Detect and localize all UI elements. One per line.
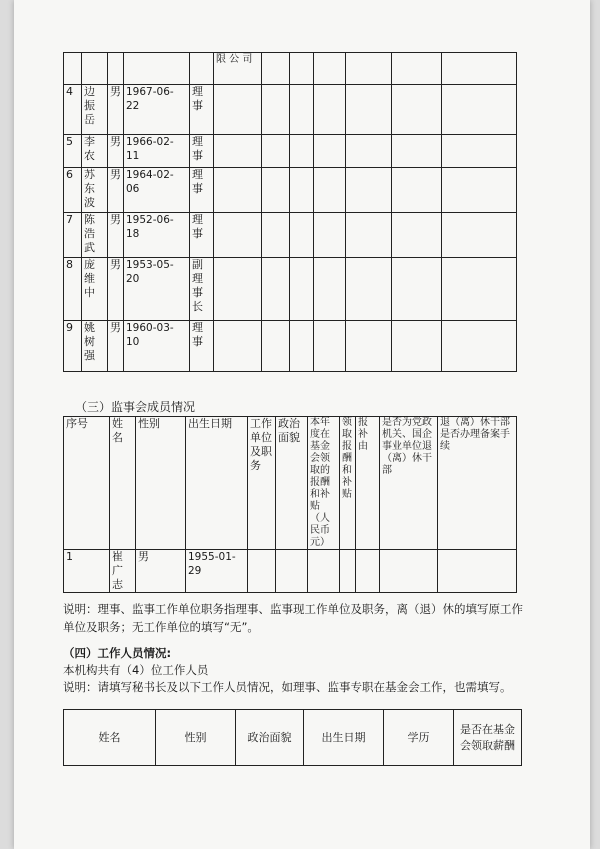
board-member-row	[64, 168, 517, 213]
board-empty-cell	[346, 258, 392, 321]
sup-header-retired: 是否为党政机关、国企事业单位退（离）休干部	[380, 417, 438, 550]
sup-header-name: 姓名	[110, 417, 136, 550]
sup-cell	[248, 550, 276, 593]
sup-cell	[380, 550, 438, 593]
board-empty-cell	[290, 168, 314, 213]
staff-header-salary: 是否在基金会领取薪酬	[454, 710, 522, 766]
staff-header-dob: 出生日期	[304, 710, 384, 766]
sup-cell	[438, 550, 517, 593]
board-member-row	[64, 135, 517, 168]
sup-header-pay-source: 报补由	[356, 417, 380, 550]
member-name-text: 苏东波	[84, 168, 95, 209]
board-empty-cell	[346, 213, 392, 258]
member-role-text: 副理事长	[192, 258, 203, 313]
board-empty-cell	[442, 53, 517, 85]
sup-cell	[356, 550, 380, 593]
board-empty-cell	[392, 168, 442, 213]
sup-header-politics: 政治面貌	[276, 417, 308, 550]
member-name	[82, 321, 108, 372]
board-empty-cell	[392, 85, 442, 135]
member-name	[82, 135, 108, 168]
member-role	[190, 135, 214, 168]
member-name-text: 边振岳	[84, 85, 95, 126]
board-empty-cell	[262, 53, 290, 85]
supervisors-section-title: （三）监事会成员情况	[75, 400, 196, 414]
member-name	[82, 213, 108, 258]
row-no: 5	[64, 135, 82, 168]
member-dob: 1966-02-11	[124, 135, 190, 168]
member-role-text: 理事	[192, 321, 203, 348]
board-empty-cell	[262, 168, 290, 213]
board-empty-cell	[290, 135, 314, 168]
board-empty-cell	[392, 321, 442, 372]
row-no: 4	[64, 85, 82, 135]
board-empty-cell	[262, 213, 290, 258]
staff-header-politics: 政治面貌	[236, 710, 304, 766]
board-empty-cell	[392, 135, 442, 168]
member-dob: 1953-05-20	[124, 258, 190, 321]
member-name-text: 姚树强	[84, 321, 95, 362]
staff-note: 说明：请填写秘书长及以下工作人员情况，如理事、监事专职在基金会工作，也需填写。	[63, 680, 512, 694]
sup-header-pay-method: 领取报酬和补贴	[340, 417, 356, 550]
board-member-row	[64, 258, 517, 321]
member-role	[190, 213, 214, 258]
board-empty-cell	[314, 53, 346, 85]
sup-sex: 男	[136, 550, 186, 593]
board-empty-cell	[290, 258, 314, 321]
member-dob: 1967-06-22	[124, 85, 190, 135]
board-empty-cell	[314, 135, 346, 168]
board-empty-cell	[442, 85, 517, 135]
board-empty-cell	[346, 85, 392, 135]
staff-count-line: 本机构共有（4）位工作人员	[63, 663, 209, 677]
board-empty-cell	[314, 321, 346, 372]
sup-header-filing: 退（离）休干部是否办理备案手续	[438, 417, 517, 550]
board-empty-cell	[392, 213, 442, 258]
sup-header-dob: 出生日期	[186, 417, 248, 550]
board-members-table	[63, 52, 517, 372]
board-empty-cell	[262, 135, 290, 168]
member-name-text: 庞维中	[84, 258, 95, 299]
member-dob: 1952-06-18	[124, 213, 190, 258]
member-role-text: 理事	[192, 168, 203, 195]
member-name-text: 李农	[84, 135, 95, 162]
staff-header-education: 学历	[384, 710, 454, 766]
member-unit: 限 公 司	[214, 53, 262, 85]
sup-no: 1	[64, 550, 110, 593]
supervisors-table	[63, 416, 517, 593]
sup-header-pay: 本年度在基金会领取的报酬和补贴（人民币元）	[308, 417, 340, 550]
board-empty-cell	[346, 53, 392, 85]
member-sex: 男	[108, 135, 124, 168]
board-member-row	[64, 53, 517, 85]
board-empty-cell	[442, 258, 517, 321]
member-role-text: 理事	[192, 213, 203, 240]
member-name	[82, 53, 108, 85]
row-no: 9	[64, 321, 82, 372]
staff-section-title: （四）工作人员情况:	[63, 646, 172, 660]
board-member-row	[64, 85, 517, 135]
sup-cell	[276, 550, 308, 593]
board-empty-cell	[346, 135, 392, 168]
board-empty-cell	[392, 53, 442, 85]
row-no	[64, 53, 82, 85]
staff-header-sex: 性别	[156, 710, 236, 766]
staff-header-row	[64, 710, 522, 766]
board-member-row	[64, 213, 517, 258]
member-sex: 男	[108, 85, 124, 135]
member-unit	[214, 321, 262, 372]
member-unit	[214, 213, 262, 258]
row-no: 7	[64, 213, 82, 258]
board-empty-cell	[346, 168, 392, 213]
member-sex: 男	[108, 258, 124, 321]
member-role-text: 理事	[192, 85, 203, 112]
board-table-body	[64, 53, 517, 372]
member-dob	[124, 53, 190, 85]
member-role	[190, 85, 214, 135]
supervisor-row	[64, 550, 517, 593]
sup-dob: 1955-01-29	[186, 550, 248, 593]
board-member-row	[64, 321, 517, 372]
board-empty-cell	[442, 321, 517, 372]
staff-header-name: 姓名	[64, 710, 156, 766]
member-sex: 男	[108, 213, 124, 258]
board-empty-cell	[392, 258, 442, 321]
member-role	[190, 168, 214, 213]
supervisors-header-row	[64, 417, 517, 550]
board-empty-cell	[442, 213, 517, 258]
sup-cell	[340, 550, 356, 593]
member-unit	[214, 135, 262, 168]
board-empty-cell	[314, 213, 346, 258]
member-dob: 1964-02-06	[124, 168, 190, 213]
board-empty-cell	[314, 168, 346, 213]
sup-name: 崔广志	[110, 550, 136, 593]
board-empty-cell	[290, 53, 314, 85]
row-no: 6	[64, 168, 82, 213]
member-role-text: 理事	[192, 135, 203, 162]
document-page	[14, 0, 590, 849]
member-role	[190, 53, 214, 85]
member-unit	[214, 85, 262, 135]
member-name	[82, 168, 108, 213]
board-empty-cell	[314, 85, 346, 135]
board-empty-cell	[262, 321, 290, 372]
board-empty-cell	[290, 321, 314, 372]
explanation-note: 说明：理事、监事工作单位职务指理事、监事现工作单位及职务，离（退）休的填写原工作单位及职务；无工作单位的填写“无”。	[63, 602, 523, 634]
member-name	[82, 85, 108, 135]
board-empty-cell	[442, 168, 517, 213]
member-unit	[214, 168, 262, 213]
member-sex	[108, 53, 124, 85]
sup-cell	[308, 550, 340, 593]
member-unit	[214, 258, 262, 321]
board-empty-cell	[290, 85, 314, 135]
board-empty-cell	[262, 258, 290, 321]
sup-header-sex: 性别	[136, 417, 186, 550]
member-name-text: 陈浩武	[84, 213, 95, 254]
member-role	[190, 321, 214, 372]
sup-header-no: 序号	[64, 417, 110, 550]
board-empty-cell	[262, 85, 290, 135]
board-empty-cell	[442, 135, 517, 168]
row-no: 8	[64, 258, 82, 321]
board-empty-cell	[290, 213, 314, 258]
board-empty-cell	[314, 258, 346, 321]
board-empty-cell	[346, 321, 392, 372]
member-sex: 男	[108, 321, 124, 372]
member-sex: 男	[108, 168, 124, 213]
sup-header-unit: 工作单位及职务	[248, 417, 276, 550]
member-name	[82, 258, 108, 321]
member-dob: 1960-03-10	[124, 321, 190, 372]
staff-table	[63, 709, 522, 766]
member-role	[190, 258, 214, 321]
